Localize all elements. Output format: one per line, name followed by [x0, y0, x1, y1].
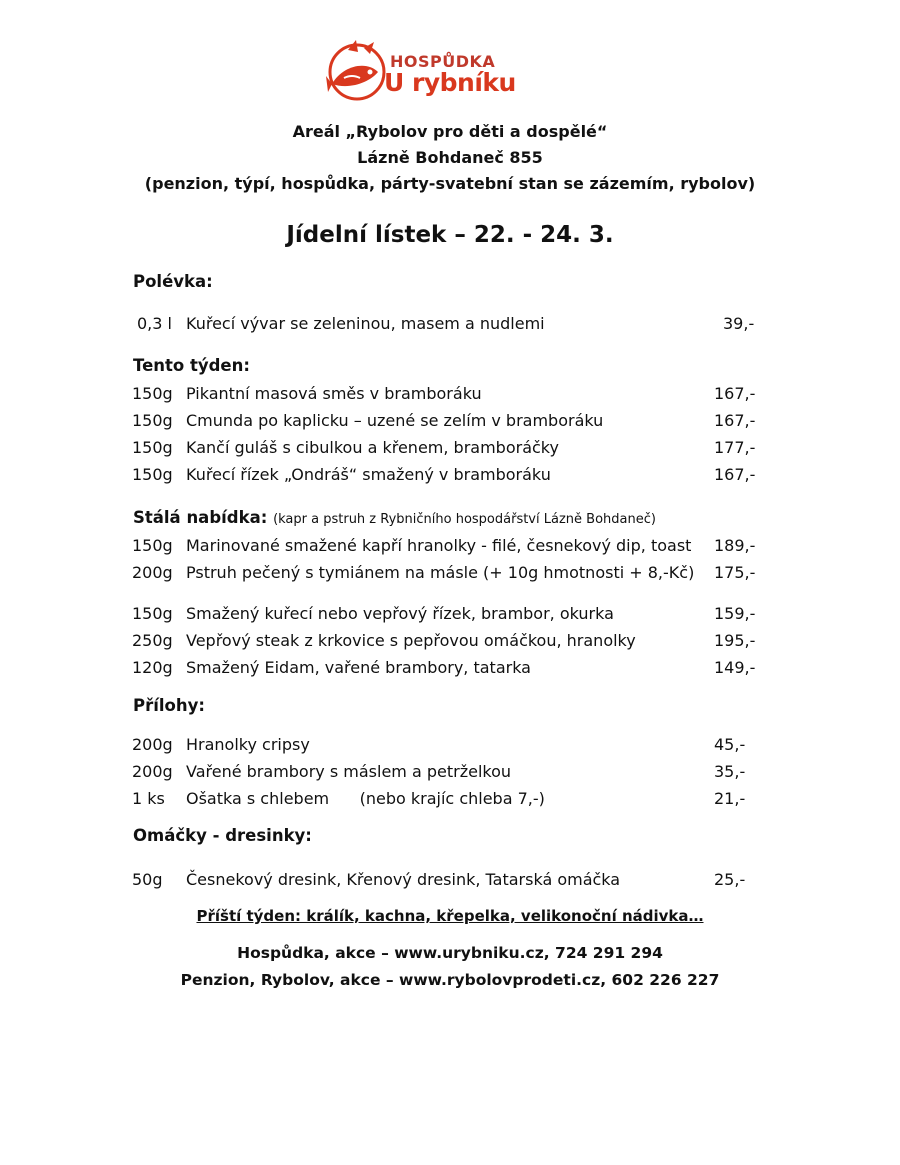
header-line-3: (penzion, týpí, hospůdka, párty-svatební stan se zázemím, rybolov): [144, 174, 756, 193]
item-name: Vepřový steak z krkovice s pepřovou omáčkou, hranolky: [186, 631, 636, 650]
item-price: 167,-: [714, 465, 756, 484]
logo-line-2: U rybníku: [384, 68, 516, 97]
item-name: Cmunda po kaplicku – uzené se zelím v bramboráku: [186, 411, 604, 430]
section-soup-heading: Polévka:: [133, 272, 213, 291]
restaurant-logo: [326, 38, 516, 108]
menu-row: [132, 411, 762, 433]
item-name: Česnekový dresink, Křenový dresink, Tatarská omáčka: [186, 870, 621, 889]
item-name: Kuřecí řízek „Ondráš“ smažený v bramboráku: [186, 465, 551, 484]
section-sides-heading: Přílohy:: [133, 696, 205, 715]
section-sauces-heading: Omáčky - dresinky:: [133, 826, 312, 845]
menu-row: [132, 438, 762, 460]
menu-row: [132, 604, 762, 626]
item-qty: 150g: [132, 465, 173, 484]
item-qty: 150g: [132, 438, 173, 457]
item-qty: 150g: [132, 536, 173, 555]
item-price: 39,-: [723, 314, 755, 333]
menu-row: [132, 789, 762, 811]
item-qty: 150g: [132, 411, 173, 430]
contact-line-2: Penzion, Rybolov, akce – www.rybolovprodeti.cz, 602 226 227: [180, 971, 720, 989]
item-name: Ošatka s chlebem (nebo krajíc chleba 7,-): [186, 789, 545, 808]
item-qty: 200g: [132, 762, 173, 781]
item-price: 35,-: [714, 762, 746, 781]
logo-line-1: HOSPŮDKA: [390, 52, 496, 71]
item-qty: 0,3 l: [137, 314, 172, 333]
item-price: 177,-: [714, 438, 756, 457]
next-week-note: Příští týden: králík, kachna, křepelka, velikonoční nádivka…: [196, 907, 704, 925]
item-name: Vařené brambory s máslem a petrželkou: [186, 762, 512, 781]
section-standard-label: Stálá nabídka:: [133, 508, 268, 527]
menu-row: [132, 735, 762, 757]
item-price: 45,-: [714, 735, 746, 754]
item-price: 25,-: [714, 870, 746, 889]
menu-row: [132, 465, 762, 487]
section-standard-note: (kapr a pstruh z Rybničního hospodářství Lázně Bohdaneč): [273, 512, 656, 527]
item-price: 159,-: [714, 604, 756, 623]
item-name: Pikantní masová směs v bramboráku: [186, 384, 482, 403]
menu-row: [132, 631, 762, 653]
menu-row: [132, 536, 762, 558]
menu-row: [132, 870, 762, 892]
menu-row: [132, 762, 762, 784]
item-price: 21,-: [714, 789, 746, 808]
header-line-1: Areál „Rybolov pro děti a dospělé“: [292, 122, 608, 141]
item-name: Kančí guláš s cibulkou a křenem, bramboráčky: [186, 438, 559, 457]
item-price: 149,-: [714, 658, 756, 677]
item-name: Smažený kuřecí nebo vepřový řízek, brambor, okurka: [186, 604, 614, 623]
item-qty: 120g: [132, 658, 173, 677]
page-title: Jídelní lístek – 22. - 24. 3.: [286, 222, 614, 248]
menu-row: [132, 384, 762, 406]
item-price: 167,-: [714, 384, 756, 403]
menu-row: [132, 563, 762, 585]
menu-row: [132, 658, 762, 680]
item-price: 175,-: [714, 563, 756, 582]
item-qty: 200g: [132, 735, 173, 754]
item-qty: 200g: [132, 563, 173, 582]
item-price: 189,-: [714, 536, 756, 555]
item-name: Pstruh pečený s tymiánem na másle (+ 10g hmotnosti + 8,-Kč): [186, 563, 695, 582]
contact-line-1: Hospůdka, akce – www.urybniku.cz, 724 291 294: [237, 944, 663, 962]
header-line-2: Lázně Bohdaneč 855: [357, 148, 543, 167]
item-qty: 150g: [132, 604, 173, 623]
item-qty: 1 ks: [132, 789, 165, 808]
item-price: 195,-: [714, 631, 756, 650]
item-name: Hranolky cripsy: [186, 735, 310, 754]
item-name: Marinované smažené kapří hranolky - filé, česnekový dip, toast: [186, 536, 692, 555]
item-qty: 50g: [132, 870, 163, 889]
item-price: 167,-: [714, 411, 756, 430]
fish-icon: [326, 38, 388, 108]
item-name: Kuřecí vývar se zeleninou, masem a nudlemi: [186, 314, 545, 333]
menu-row: [132, 314, 762, 336]
item-qty: 150g: [132, 384, 173, 403]
item-qty: 250g: [132, 631, 173, 650]
section-week-heading: Tento týden:: [133, 356, 250, 375]
section-standard-heading: [133, 508, 656, 527]
item-name: Smažený Eidam, vařené brambory, tatarka: [186, 658, 531, 677]
